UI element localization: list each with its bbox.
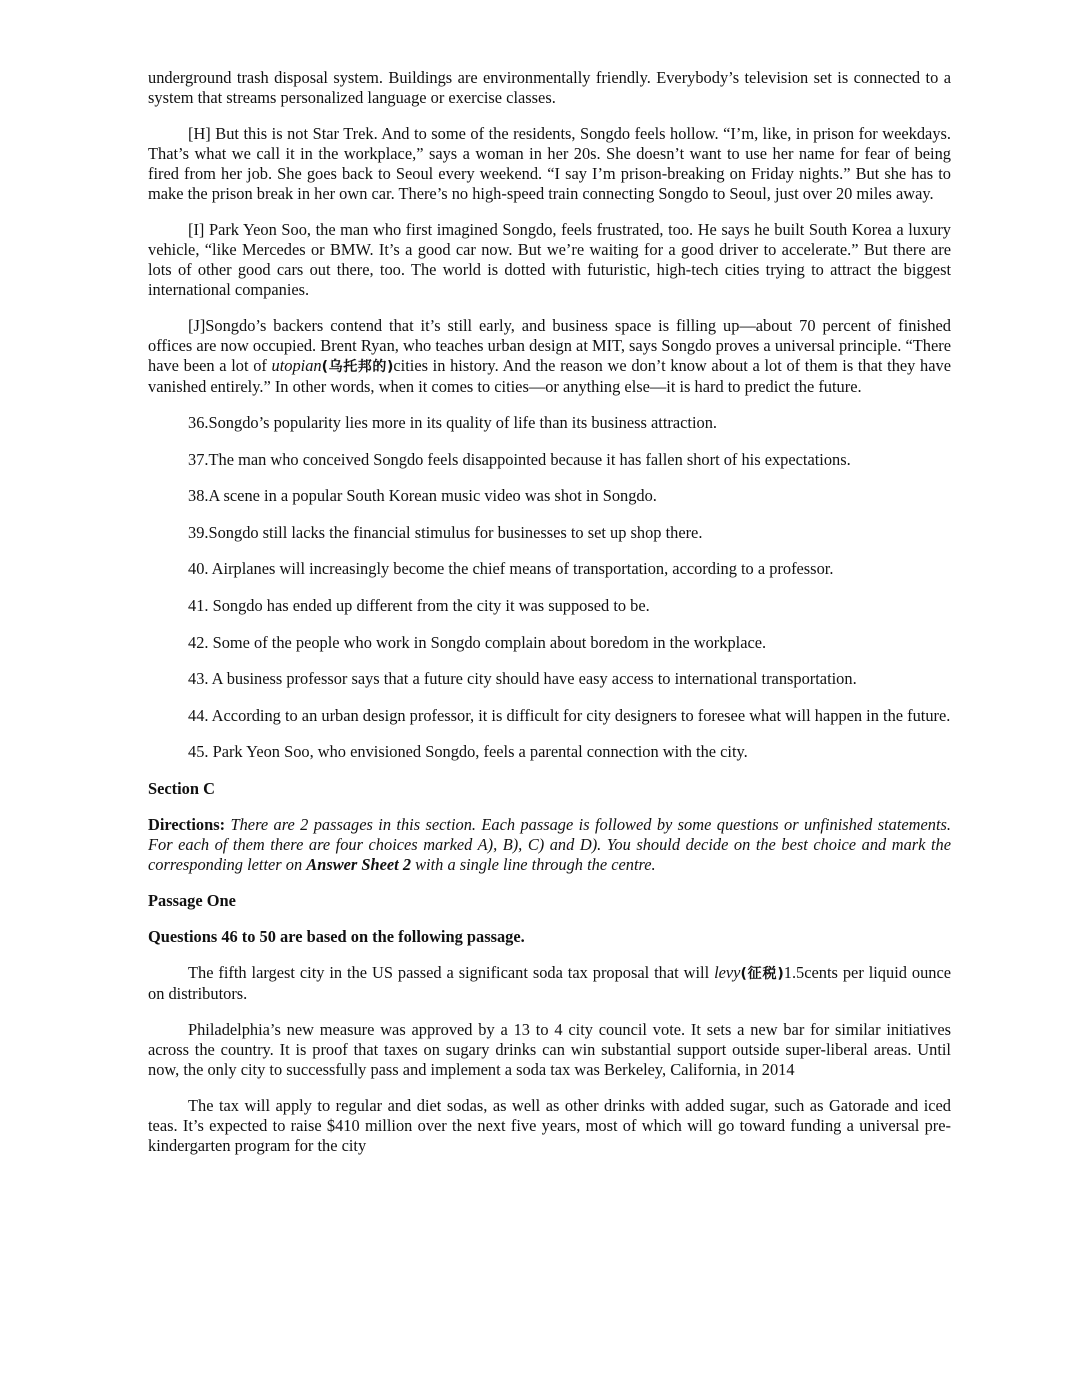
section-c-directions bbox=[148, 815, 951, 875]
statement-38: 38.A scene in a popular South Korean music video was shot in Songdo. bbox=[188, 486, 657, 506]
passage-one-title: Passage One bbox=[148, 890, 236, 910]
paragraph-g-end: underground trash disposal system. Buildings are environmentally friendly. Everybody’s television set is connected to a system that streams personalized language or exercise classes. bbox=[148, 68, 951, 107]
statement-40: 40. Airplanes will increasingly become the chief means of transportation, according to a professor. bbox=[188, 559, 834, 579]
exam-page bbox=[148, 68, 951, 1172]
p1-text-1: The fifth largest city in the US passed a significant soda tax proposal that will bbox=[188, 962, 715, 982]
directions-label: Directions: bbox=[148, 814, 226, 834]
passage-one-paragraph-1 bbox=[148, 963, 951, 1004]
levy-term: levy bbox=[714, 962, 741, 982]
statement-45: 45. Park Yeon Soo, who envisioned Songdo, feels a parental connection with the city. bbox=[188, 742, 748, 762]
directions-end: with a single line through the centre. bbox=[411, 854, 656, 874]
p1-text-2: 1.5cents per liquid ounce on distributors. bbox=[148, 962, 952, 1003]
utopian-term: utopian bbox=[271, 356, 322, 375]
statement-37: 37.The man who conceived Songdo feels disappointed because it has fallen short of his expectations. bbox=[188, 449, 851, 469]
paragraph-h: [H] But this is not Star Trek. And to some of the residents, Songdo feels hollow. “I’m, like, in prison for weekdays. That’s what we call it in the workplace,” says a woman in her 20s. She doesn’t want to use her name for fear of being fired from her job. She goes back to Seoul every weekend. “I say I’m prison-breaking on Friday nights.” But she has to make the prison break in her own car. There’s no high-speed train connecting Songdo to Seoul, just over 20 miles away. bbox=[148, 124, 951, 203]
statement-44: 44. According to an urban design professor, it is difficult for city designers to foresee what will happen in the future. bbox=[188, 705, 951, 725]
levy-gloss: (征税) bbox=[740, 965, 784, 982]
statement-41: 41. Songdo has ended up different from the city it was supposed to be. bbox=[188, 595, 650, 615]
paragraph-j bbox=[148, 316, 951, 397]
utopian-gloss: (乌托邦的) bbox=[321, 359, 394, 375]
statement-39: 39.Songdo still lacks the financial stimulus for businesses to set up shop there. bbox=[188, 522, 703, 542]
directions-text: There are 2 passages in this section. Each passage is followed by some questions or unfinished statements. For each of them there are four choices marked A), B), C) and D). You should decide on the best choice and mark the corresponding letter on bbox=[148, 814, 951, 874]
passage-one-paragraph-2: Philadelphia’s new measure was approved by a 13 to 4 city council vote. It sets a new bar for similar initiatives across the country. It is proof that taxes on sugary drinks can win substantial support outside super-liberal areas. Until now, the only city to successfully pass and implement a soda tax was Berkeley, California, in 2014 bbox=[148, 1019, 951, 1079]
paragraph-j-text-1: [J]Songdo’s backers contend that it’s still early, and business space is filling up—about 70 percent of finished offices are now occupied. Brent Ryan, who teaches urban design at MIT, says Songdo proves a universal principle. “There have been a lot of bbox=[148, 316, 951, 375]
statement-list bbox=[148, 413, 951, 762]
statement-43: 43. A business professor says that a future city should have easy access to international transportation. bbox=[188, 669, 857, 689]
statement-36: 36.Songdo’s popularity lies more in its quality of life than its business attraction. bbox=[188, 413, 717, 432]
paragraph-j-text-2: cities in history. And the reason we don’t know about a lot of them is that they have vanished entirely.” In other words, when it comes to cities—or anything else—it is hard to predict the future. bbox=[148, 356, 951, 396]
paragraph-i: [I] Park Yeon Soo, the man who first imagined Songdo, feels frustrated, too. He says he built South Korea a luxury vehicle, “like Mercedes or BMW. It’s a good car now. But we’re waiting for a good driver to accelerate.” But there are lots of other good cars out there, too. The world is dotted with futuristic, high-tech cities trying to attract the biggest international companies. bbox=[148, 220, 951, 299]
passage-one-paragraph-3: The tax will apply to regular and diet sodas, as well as other drinks with added sugar, such as Gatorade and iced teas. It’s expected to raise $410 million over the next five years, most of which will go toward funding a universal pre-kindergarten program for the city bbox=[148, 1095, 951, 1155]
statement-42: 42. Some of the people who work in Songdo complain about boredom in the workplace. bbox=[188, 632, 767, 652]
passage-one-subtitle: Questions 46 to 50 are based on the following passage. bbox=[148, 926, 525, 946]
answer-sheet-label: Answer Sheet 2 bbox=[306, 854, 412, 874]
section-c-title: Section C bbox=[148, 778, 215, 798]
